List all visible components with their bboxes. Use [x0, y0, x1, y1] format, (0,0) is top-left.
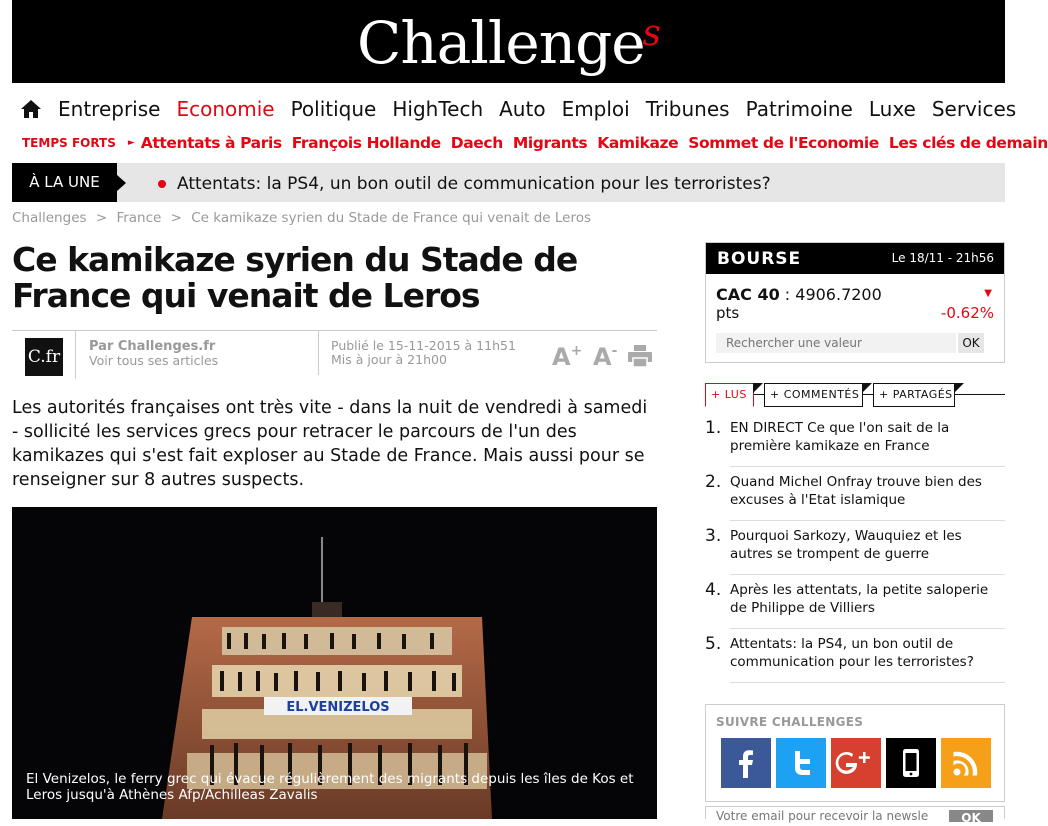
list-item-title[interactable]: Quand Michel Onfray trouve bien des excuses à l'Etat islamique	[730, 474, 982, 508]
mobile-phone-icon	[886, 738, 936, 788]
list-item[interactable]	[705, 467, 1005, 521]
list-item-number: 3.	[705, 526, 722, 546]
nav-item-politique[interactable]: Politique	[290, 97, 377, 121]
twitter-button[interactable]	[776, 738, 826, 788]
breadcrumb-separator: >	[170, 210, 182, 226]
rss-icon	[941, 738, 991, 788]
follow-title: SUIVRE CHALLENGES	[716, 715, 864, 729]
site-header	[12, 0, 1005, 83]
stock-search-ok-button[interactable]: OK	[958, 333, 984, 353]
google-plus-icon	[831, 738, 881, 788]
photo-caption: El Venizelos, le ferry grec qui évacue régulièrement des migrants depuis les îles de Kos et Leros jusqu'à Athènes Afp/Achilleas Zavalis	[26, 771, 634, 803]
rss-button[interactable]	[941, 738, 991, 788]
site-logo[interactable]	[12, 0, 1005, 77]
list-item-title[interactable]: Attentats: la PS4, un bon outil de communication pour les terroristes?	[730, 636, 974, 670]
temps-forts-label: TEMPS FORTS	[22, 136, 116, 150]
divider	[318, 331, 319, 375]
bourse-widget	[705, 242, 1005, 363]
ferry-sign-text: EL.VENIZELOS	[286, 700, 390, 715]
list-item-number: 4.	[705, 580, 722, 600]
nav-item-auto[interactable]: Auto	[499, 97, 546, 121]
stock-search-input[interactable]	[716, 333, 956, 353]
nav-item-economie[interactable]: Economie	[176, 97, 275, 121]
index-unit: pts	[716, 304, 740, 322]
article-title: Ce kamikaze syrien du Stade de France qui venait de Leros	[12, 240, 578, 315]
author-avatar[interactable]	[25, 338, 63, 376]
nav-item-tribunes[interactable]: Tribunes	[645, 97, 730, 121]
updated-date: Mis à jour à 21h00	[331, 352, 447, 367]
font-increase-label: A	[552, 343, 571, 371]
nav-item-patrimoine[interactable]: Patrimoine	[745, 97, 853, 121]
tab-most-commented[interactable]: + COMMENTÉS	[764, 383, 863, 407]
twitter-icon	[776, 738, 826, 788]
bullet-icon	[158, 180, 166, 188]
author-name: Par Challenges.fr	[89, 339, 216, 354]
index-change: -0.62%	[940, 304, 994, 322]
home-icon[interactable]	[20, 98, 42, 120]
breadcrumb-section[interactable]: France	[116, 210, 162, 226]
list-item[interactable]	[705, 413, 1005, 467]
list-item[interactable]	[705, 575, 1005, 629]
facebook-icon	[721, 738, 771, 788]
article-meta	[12, 330, 657, 378]
article-photo	[12, 507, 657, 819]
tab-most-read[interactable]: + LUS	[705, 383, 754, 407]
font-increase-button[interactable]: A+	[552, 343, 583, 371]
breadcrumb	[12, 210, 596, 226]
list-item[interactable]	[705, 629, 1005, 683]
divider	[730, 682, 1005, 683]
temps-fort-link[interactable]: Sommet de l'Economie	[688, 134, 879, 152]
list-item-title[interactable]: EN DIRECT Ce que l'on sait de la première kamikaze en France	[730, 420, 950, 454]
stock-search	[716, 333, 984, 353]
bourse-header	[706, 243, 1004, 274]
list-item-title[interactable]: Après les attentats, la petite saloperie de Philippe de Villiers	[730, 582, 989, 616]
list-item-title[interactable]: Pourquoi Sarkozy, Wauquiez et les autres se trompent de guerre	[730, 528, 962, 562]
font-decrease-label: A	[593, 343, 612, 371]
triangle-down-icon: ▼	[984, 288, 992, 299]
triangle-right-icon: ►	[127, 138, 135, 148]
most-read-list	[705, 413, 1005, 683]
follow-widget	[705, 704, 1005, 802]
avatar-text: C.fr	[27, 347, 61, 367]
a-la-une-headline[interactable]: Attentats: la PS4, un bon outil de communication pour les terroristes?	[177, 174, 771, 194]
logo-s: s	[642, 13, 661, 54]
temps-fort-link[interactable]: Daech	[450, 134, 503, 152]
nav-item-hightech[interactable]: HighTech	[392, 97, 484, 121]
main-nav	[12, 92, 1017, 126]
temps-fort-link[interactable]: Kamikaze	[597, 134, 679, 152]
temps-fort-link[interactable]: Migrants	[512, 134, 588, 152]
google-plus-button[interactable]	[831, 738, 881, 788]
facebook-button[interactable]	[721, 738, 771, 788]
popular-tabs	[705, 382, 1005, 408]
article-lead: Les autorités françaises ont très vite - dans la nuit de vendredi à samedi - sollicité les services grecs pour retracer le parcours de l'un des kamikazes qui s'est fait exploser au Stade de France. Mais aussi pour se renseigner sur 8 autres suspects.	[12, 398, 648, 490]
newsletter-email-input[interactable]: Votre email pour recevoir la newsle	[716, 809, 929, 823]
a-la-une-label: À LA UNE	[12, 163, 117, 202]
bourse-date: Le 18/11 - 21h56	[891, 251, 994, 265]
nav-item-services[interactable]: Services	[931, 97, 1017, 121]
newsletter-ok-button[interactable]: OK	[949, 810, 993, 822]
divider	[75, 331, 76, 379]
temps-fort-link[interactable]: François Hollande	[291, 134, 441, 152]
newsletter-form	[705, 806, 1005, 825]
a-la-une-bar	[12, 163, 1005, 202]
breadcrumb-current: Ce kamikaze syrien du Stade de France qui venait de Leros	[191, 210, 592, 226]
index-quote[interactable]: CAC 40 : 4906.7200	[716, 285, 882, 304]
logo-text: Challenge	[356, 9, 645, 77]
mobile-app-button[interactable]	[886, 738, 936, 788]
list-item-number: 2.	[705, 472, 722, 492]
index-value: 4906.7200	[795, 285, 882, 304]
list-item-number: 5.	[705, 634, 722, 654]
temps-fort-link[interactable]: Attentats à Paris	[140, 134, 282, 152]
published-date: Publié le 15-11-2015 à 11h51	[331, 338, 516, 353]
nav-item-emploi[interactable]: Emploi	[561, 97, 630, 121]
list-item[interactable]	[705, 521, 1005, 575]
nav-item-entreprise[interactable]: Entreprise	[58, 97, 161, 121]
breadcrumb-home[interactable]: Challenges	[12, 210, 87, 226]
font-decrease-button[interactable]: A-	[593, 343, 618, 371]
breadcrumb-separator: >	[95, 210, 108, 226]
temps-forts-bar	[12, 130, 1048, 156]
author-articles-link[interactable]: Voir tous ses articles	[89, 353, 219, 368]
list-item-number: 1.	[705, 418, 722, 438]
nav-item-luxe[interactable]: Luxe	[868, 97, 916, 121]
index-name: CAC 40	[716, 285, 780, 304]
print-icon[interactable]	[628, 345, 652, 367]
tab-most-shared[interactable]: + PARTAGÉS	[873, 383, 955, 407]
bourse-title: BOURSE	[717, 249, 802, 269]
temps-fort-link[interactable]: Les clés de demain	[888, 134, 1048, 152]
